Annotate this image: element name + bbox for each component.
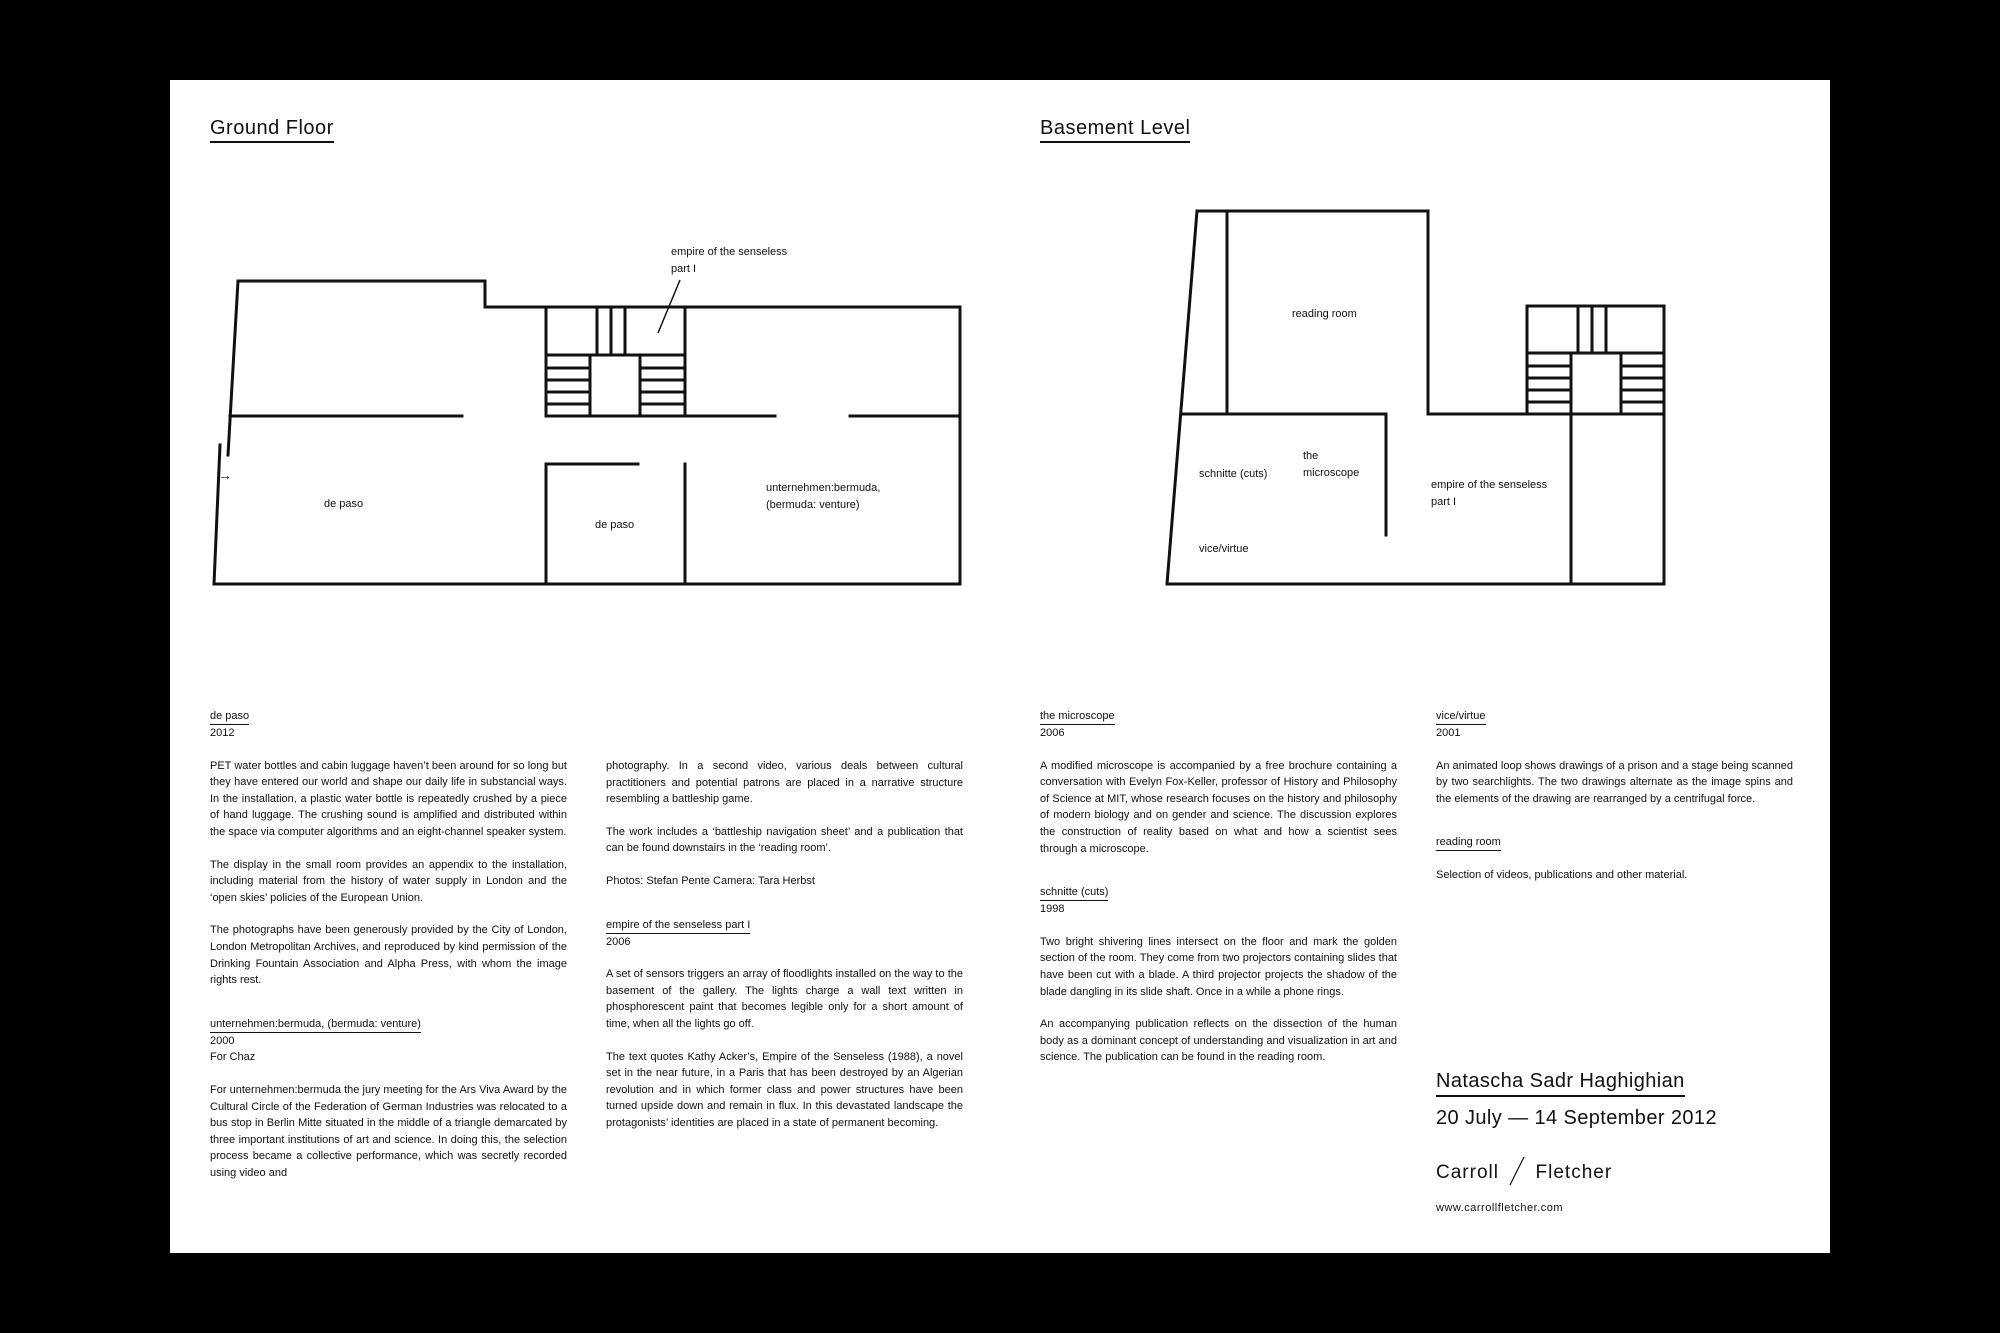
- basement-label-microscope-1: the: [1303, 450, 1319, 462]
- work-paragraph: For unternehmen:bermuda the jury meeting for the Ars Viva Award by the Cultural Circle of the Federation of German Industries was relocated to a bus stop in Berlin Mitte situated in the middle of a triangle demarcated by three important institutions of art and science. In doing this, the selection process became a collective performance, which was secretly recorded using video and: [210, 1083, 567, 1179]
- work-paragraph: The text quotes Kathy Acker’s, Empire of the Senseless (1988), a novel set in the near future, in a Paris that has been destroyed by an Algerian revolution and in which former class and power structures have been turned upside down and remain in flux. In this devastated landscape the protagonists’ identities are placed in a state of permanent becoming.: [606, 1050, 963, 1129]
- work-de-paso: [210, 708, 567, 989]
- work-year: 1998: [1040, 903, 1065, 916]
- ground-label-de-paso-small: de paso: [595, 519, 635, 531]
- work-unternehmen: [210, 1016, 567, 1182]
- text-column-1: [210, 708, 567, 1181]
- gallery-logo-right: Fletcher: [1535, 1162, 1613, 1183]
- work-title: de paso: [210, 709, 249, 725]
- basement-stairwell: [1527, 306, 1664, 414]
- work-paragraph: An animated loop shows drawings of a prison and a stage being scanned by two searchlights. The two drawings alternate as the image spins and the elements of the drawing are rearranged by a centrifugal force.: [1436, 759, 1793, 805]
- exhibition-sheet: [170, 80, 1830, 1253]
- work-paragraph: Selection of videos, publications and other material.: [1436, 869, 1688, 882]
- basement-label-schnitte: schnitte (cuts): [1199, 468, 1268, 480]
- work-year: 2000: [210, 1034, 235, 1047]
- work-vice-virtue: [1436, 708, 1793, 807]
- basement-stair-core: [1571, 353, 1621, 414]
- basement-label-empire-part: part I: [1431, 496, 1457, 508]
- work-title: vice/virtue: [1436, 709, 1486, 725]
- ground-label-unternehmen-sub: (bermuda: venture): [766, 499, 860, 511]
- work-empire: [606, 917, 963, 1132]
- basement-plan: [170, 80, 1670, 600]
- logo-slash-icon: [1507, 1156, 1527, 1186]
- ground-label-de-paso: de paso: [324, 498, 364, 510]
- work-title: reading room: [1436, 835, 1501, 851]
- work-paragraph: Two bright shivering lines intersect on the floor and mark the golden section of the room. They come from two projectors containing slides that have been cut with a blade. A third projector projects the shadow of the blade dangling in its slide shaft. Once in a while a phone rings.: [1040, 935, 1397, 998]
- work-paragraph: The photographs have been generously provided by the City of London, London Metropolitan Archives, and reproduced by kind permission of the Drinking Fountain Association and Alpha Press, with whom the image rights rest.: [210, 924, 567, 987]
- ground-label-empire: empire of the senseless: [671, 246, 788, 258]
- work-title: the microscope: [1040, 709, 1115, 725]
- work-paragraph: A set of sensors triggers an array of floodlights installed on the way to the basement of the gallery. The lights charge a wall text written in phosphorescent paint that becomes legible only for a short amount of time, when all the lights go off.: [606, 968, 963, 1030]
- work-credits: Photos: Stefan Pente Camera: Tara Herbst: [606, 874, 815, 887]
- text-column-3: [1040, 708, 1397, 1066]
- entrance-arrow-icon: →: [218, 467, 232, 483]
- text-column-4: [1436, 708, 1793, 884]
- work-title: unternehmen:bermuda, (bermuda: venture): [210, 1017, 421, 1033]
- text-column-2: [606, 758, 963, 1132]
- basement-label-vice-virtue: vice/virtue: [1199, 543, 1249, 555]
- ground-label-empire-part: part I: [671, 263, 697, 275]
- ground-label-unternehmen: unternehmen:bermuda,: [766, 482, 881, 494]
- gallery-logo: [1436, 1156, 1612, 1186]
- basement-label-empire: empire of the senseless: [1431, 479, 1548, 491]
- work-year: 2006: [606, 935, 631, 948]
- basement-outer-wall: [1167, 211, 1664, 584]
- ground-floor-title: Ground Floor: [210, 116, 334, 143]
- exhibition-dates: 20 July — 14 September 2012: [1436, 1107, 1717, 1129]
- exhibition-info: [1436, 1068, 1717, 1131]
- basement-title: Basement Level: [1040, 116, 1190, 143]
- work-paragraph: PET water bottles and cabin luggage haven’t been around for so long but they have entered our world and shape our daily life in substancial ways. In the installation, a plastic water bottle is repeatedly crushed by a piece of hand luggage. The crushing sound is amplified and distributed within the space via computer algorithms and an eight-channel speaker system.: [210, 759, 567, 838]
- work-reading-room: [1436, 834, 1793, 884]
- work-paragraph: The work includes a ‘battleship navigation sheet’ and a publication that can be found downstairs in the ‘reading room’.: [606, 825, 963, 855]
- work-year: 2012: [210, 727, 235, 739]
- work-paragraph: An accompanying publication reflects on the dissection of the human body as a dominant concept of understanding and visualization in art and science. The publication can be found in the reading room.: [1040, 1018, 1397, 1064]
- work-dedication: For Chaz: [210, 1051, 256, 1064]
- work-microscope: [1040, 708, 1397, 857]
- work-paragraph: photography. In a second video, various deals between cultural practitioners and potential patrons are placed in a narrative structure resembling a battleship game.: [606, 760, 963, 806]
- work-year: 2001: [1436, 727, 1461, 739]
- work-title: empire of the senseless part I: [606, 918, 750, 934]
- gallery-logo-left: Carroll: [1436, 1162, 1499, 1183]
- work-paragraph: The display in the small room provides an appendix to the installation, including material from the history of water supply in London and the ‘open skies’ policies of the European Union.: [210, 858, 567, 904]
- work-title: schnitte (cuts): [1040, 885, 1108, 901]
- basement-label-microscope-2: microscope: [1303, 467, 1360, 479]
- gallery-url[interactable]: www.carrollfletcher.com: [1436, 1202, 1564, 1214]
- work-paragraph: A modified microscope is accompanied by a free brochure containing a conversation with Evelyn Fox-Keller, professor of History and Philosophy of Science at MIT, whose research focuses on the history and philosophy of modern biology and on gender and science. The discussion explores the construction of reality based on what and how a scientist sees through a microscope.: [1040, 759, 1397, 855]
- artist-name: Natascha Sadr Haghighian: [1436, 1068, 1685, 1097]
- basement-label-reading-room: reading room: [1292, 308, 1357, 320]
- work-year: 2006: [1040, 727, 1065, 739]
- work-schnitte: [1040, 884, 1397, 1066]
